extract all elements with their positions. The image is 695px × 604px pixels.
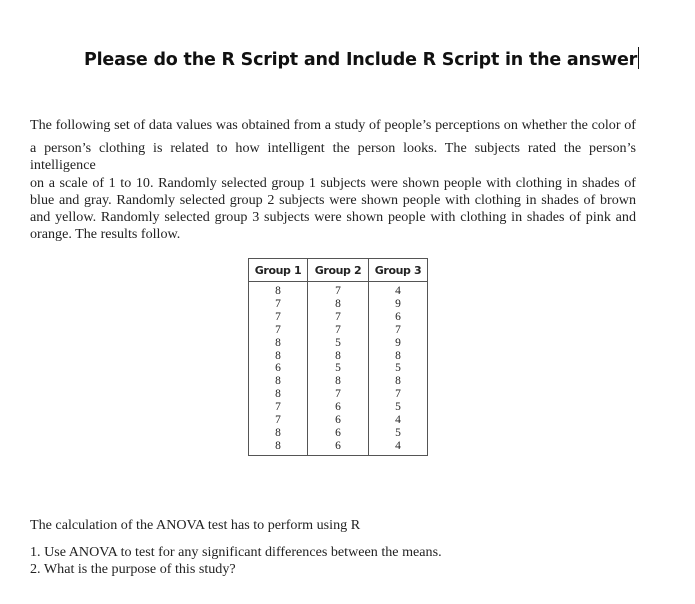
table-cell-group-1: 8 [249,427,308,440]
table-cell-group-1: 6 [249,362,308,375]
table-cell-group-2: 5 [308,337,369,350]
header-group-2: Group 2 [308,259,369,282]
table-row [249,362,428,375]
table-row [249,427,428,440]
table-cell-group-3: 4 [369,414,428,427]
paragraph-line: a person’s clothing is related to how intelligent the person looks. The subjects rated the person’s intelligence [30,140,636,174]
heading-text: Please do the R Script and Include R Script in the answer [84,50,638,70]
table-cell-group-3: 9 [369,337,428,350]
table-row [249,414,428,427]
table-cell-group-2: 8 [308,375,369,388]
paragraph-line: on a scale of 1 to 10. Randomly selected group 1 subjects were shown people with clothing in shades of [30,174,636,191]
problem-description [30,117,636,243]
table-cell-group-1: 8 [249,440,308,455]
table-cell-group-3: 6 [369,311,428,324]
data-table [248,258,428,456]
table-cell-group-3: 7 [369,324,428,337]
table-cell-group-2: 6 [308,401,369,414]
table-cell-group-1: 8 [249,388,308,401]
paragraph-line: orange. The results follow. [30,226,181,243]
table-row [249,337,428,350]
table-cell-group-3: 5 [369,362,428,375]
table-row [249,375,428,388]
table-cell-group-1: 8 [249,282,308,298]
table-row [249,324,428,337]
table-cell-group-3: 9 [369,298,428,311]
table-cell-group-2: 7 [308,388,369,401]
table-cell-group-1: 8 [249,350,308,363]
table-cell-group-2: 7 [308,311,369,324]
question-item: 2. What is the purpose of this study? [30,560,236,577]
table-row [249,298,428,311]
table-header-row [249,259,428,282]
table-cell-group-2: 5 [308,362,369,375]
header-group-3: Group 3 [369,259,428,282]
table-cell-group-3: 8 [369,375,428,388]
header-group-1: Group 1 [249,259,308,282]
table-body [249,282,428,456]
table-cell-group-2: 8 [308,350,369,363]
table-cell-group-2: 6 [308,440,369,455]
table-row [249,350,428,363]
table-cell-group-2: 7 [308,282,369,298]
table-cell-group-1: 7 [249,311,308,324]
table-cell-group-3: 5 [369,427,428,440]
question-list [30,544,442,577]
table-row [249,401,428,414]
table-cell-group-3: 5 [369,401,428,414]
question-item: 1. Use ANOVA to test for any significant differences between the means. [30,544,442,560]
table-cell-group-1: 7 [249,401,308,414]
table-cell-group-1: 8 [249,337,308,350]
table-cell-group-1: 7 [249,298,308,311]
table-row [249,388,428,401]
text-cursor [638,47,639,69]
table-row [249,282,428,298]
table-cell-group-1: 7 [249,414,308,427]
table-cell-group-1: 8 [249,375,308,388]
table-row [249,440,428,455]
table-cell-group-3: 4 [369,440,428,455]
paragraph-line: The following set of data values was obtained from a study of people’s perceptions on whether the color of [30,117,636,133]
table-cell-group-2: 6 [308,414,369,427]
table-cell-group-2: 8 [308,298,369,311]
table-cell-group-3: 4 [369,282,428,298]
table-cell-group-3: 7 [369,388,428,401]
table-cell-group-2: 6 [308,427,369,440]
table-cell-group-3: 8 [369,350,428,363]
paragraph-line: blue and gray. Randomly selected group 2 subjects were shown people with clothing in shades of brown [30,191,636,208]
table-cell-group-2: 7 [308,324,369,337]
table-cell-group-1: 7 [249,324,308,337]
table-row [249,311,428,324]
question-heading [84,47,639,70]
task-statement: The calculation of the ANOVA test has to perform using R [30,517,361,533]
paragraph-line: and yellow. Randomly selected group 3 subjects were shown people with clothing in shades of pink and [30,209,636,226]
